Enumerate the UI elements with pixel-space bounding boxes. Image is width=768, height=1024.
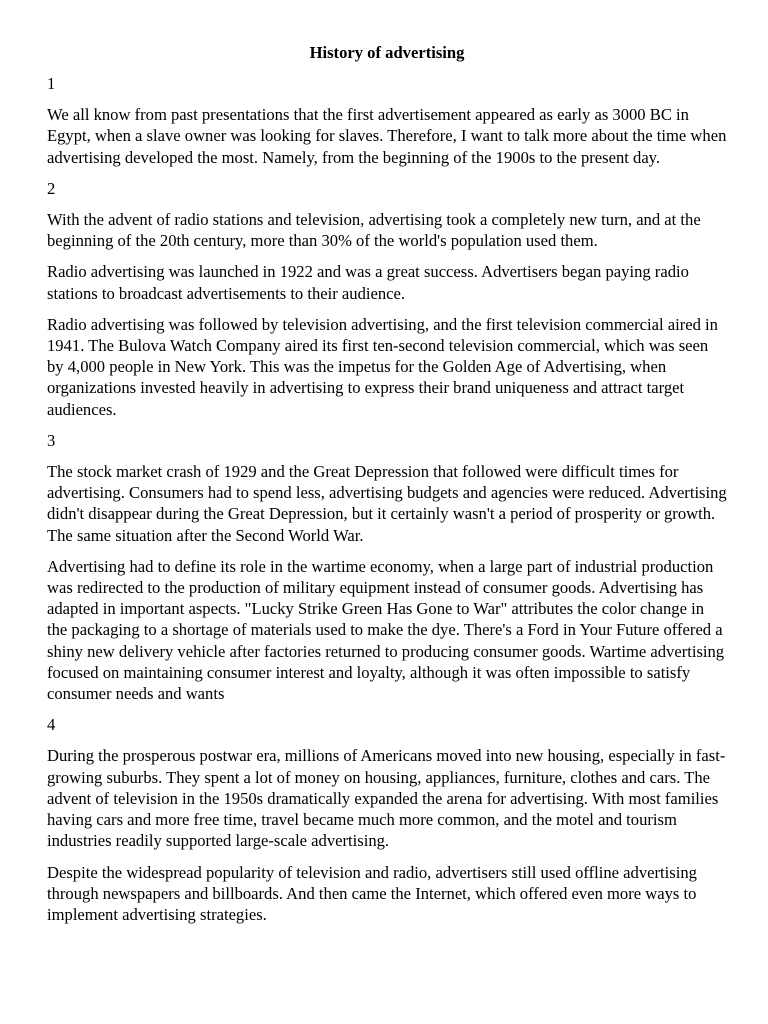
section-number: 4 — [47, 715, 56, 735]
paragraph: Advertising had to define its role in the wartime economy, when a large part of industrial production was redirected to the production of military equipment instead of consumer goods. Advertising has adapted in important aspects. "Lucky Strike Green Has Gone to War" attributes the color change in the packaging to a shortage of materials used to make the dye. There's a Ford in Your Future offered a shiny new delivery vehicle after factories returned to producing consumer goods. Wartime advertising focused on maintaining consumer interest and loyalty, although it was often impossible to satisfy consumer needs and wants — [47, 556, 725, 704]
section-3 — [47, 430, 727, 704]
paragraph: During the prosperous postwar era, millions of Americans moved into new housing, especially in fast-growing suburbs. They spent a lot of money on housing, appliances, furniture, clothes and cars. The advent of television in the 1950s dramatically expanded the arena for advertising. With most families having cars and more free time, travel became much more common, and the motel and tourism industries readily supported large-scale advertising. — [47, 746, 726, 851]
section-4 — [47, 714, 727, 925]
paragraph: Despite the widespread popularity of television and radio, advertisers still used offline advertising through newspapers and billboards. And then came the Internet, which offered even more ways to implement advertising strategies. — [47, 862, 697, 924]
section-number: 1 — [47, 74, 56, 93]
section-number: 2 — [47, 178, 56, 198]
section-1 — [47, 73, 727, 168]
document-page — [47, 42, 727, 935]
section-2 — [47, 178, 727, 420]
document-title: History of advertising — [309, 43, 465, 62]
paragraph: Radio advertising was followed by television advertising, and the first television commercial aired in 1941. The Bulova Watch Company aired its first ten-second television commercial, which was seen by 4,000 people in New York. This was the impetus for the Golden Age of Advertising, when organizations invested heavily in advertising to express their brand uniqueness and attract target audiences. — [47, 314, 718, 419]
paragraph: Radio advertising was launched in 1922 and was a great success. Advertisers began paying radio stations to broadcast advertisements to their audience. — [47, 262, 689, 303]
section-number: 3 — [47, 430, 56, 450]
paragraph: The stock market crash of 1929 and the Great Depression that followed were difficult times for advertising. Consumers had to spend less, advertising budgets and agencies were reduced. Advertising didn't disappear during the Great Depression, but it certainly wasn't a period of prosperity or growth. The same situation after the Second World War. — [47, 462, 727, 545]
paragraph: With the advent of radio stations and television, advertising took a completely new turn, and at the beginning of the 20th century, more than 30% of the world's population used them. — [47, 210, 701, 251]
paragraph: We all know from past presentations that the first advertisement appeared as early as 3000 BC in Egypt, when a slave owner was looking for slaves. Therefore, I want to talk more about the time when advertising developed the most. Namely, from the beginning of the 1900s to the present day. — [47, 105, 727, 167]
